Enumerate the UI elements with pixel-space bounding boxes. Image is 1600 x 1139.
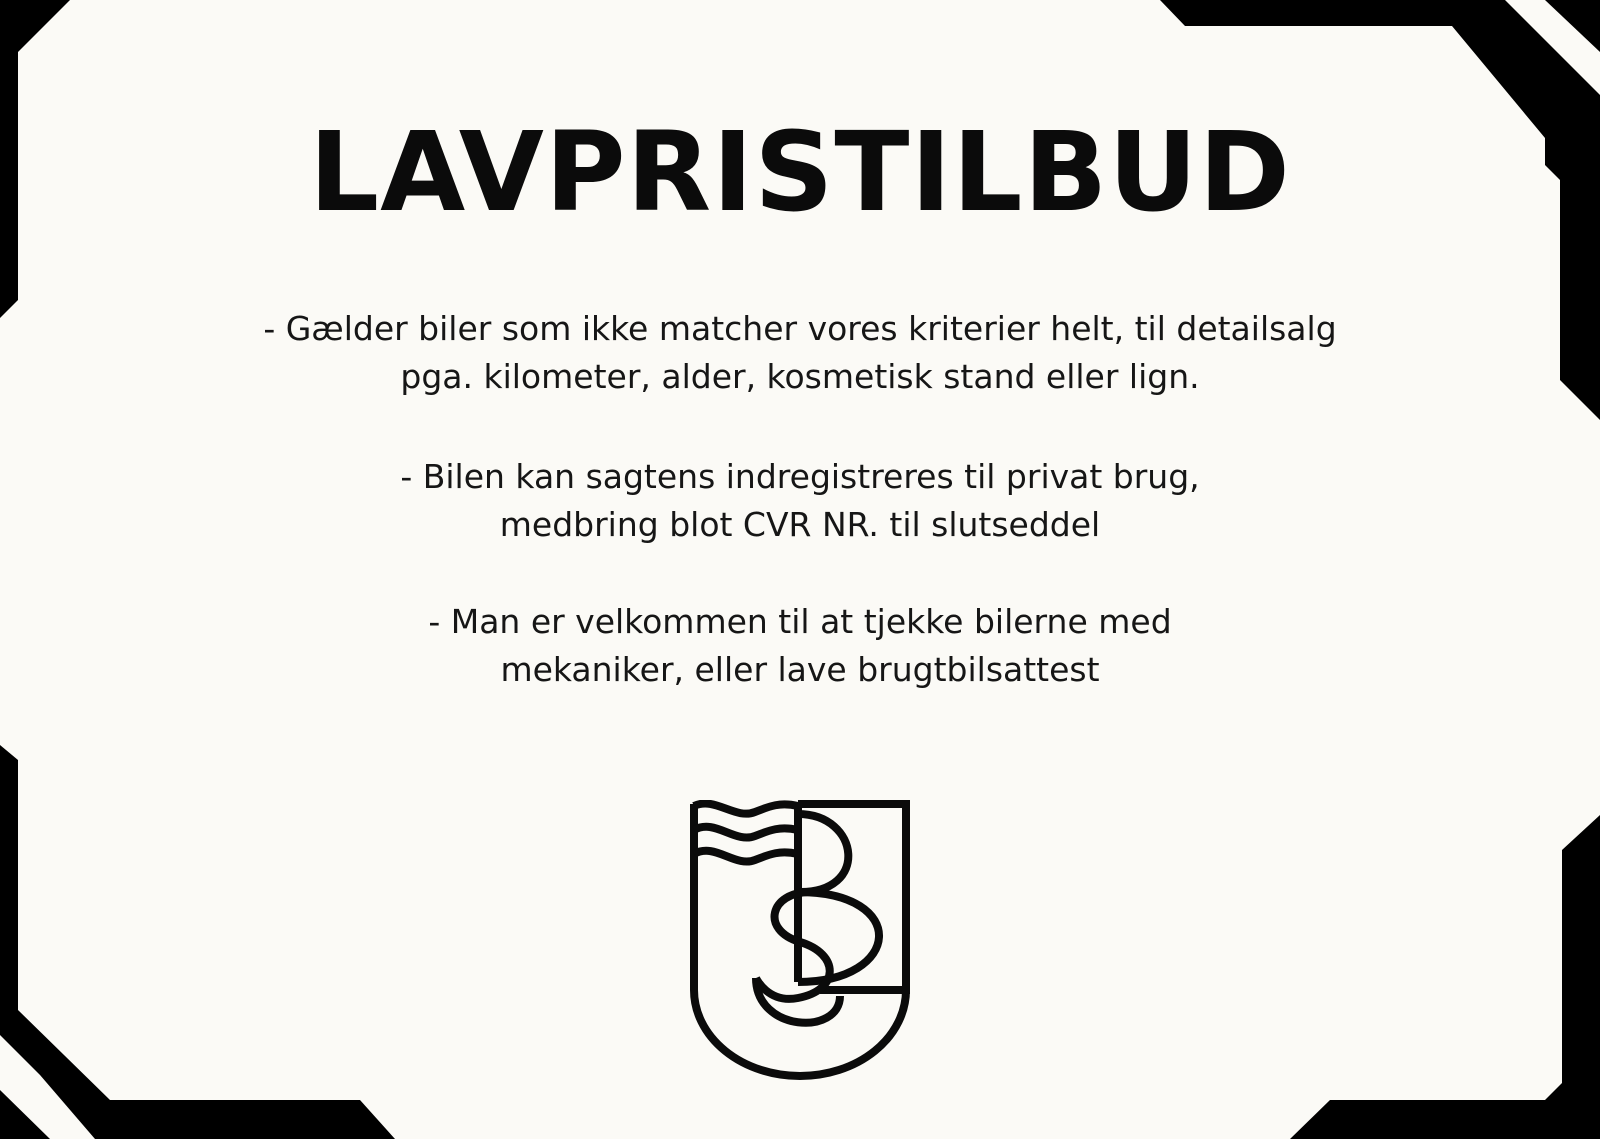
frame-corner-bottom-left: [0, 745, 395, 1139]
paragraph-line: pga. kilometer, alder, kosmetisk stand eller lign.: [400, 357, 1200, 396]
paragraph-registration: [0, 453, 1600, 549]
paragraph-line: mekaniker, eller lave brugtbilsattest: [500, 650, 1100, 689]
paragraph-line: - Man er velkommen til at tjekke bilerne med: [428, 602, 1172, 641]
paragraph-criteria: [0, 305, 1600, 401]
logo-b-upper-bowl: [798, 814, 848, 892]
frame-corner-bottom-right: [1290, 815, 1600, 1139]
page-title: LAVPRISTILBUD: [309, 108, 1291, 236]
logo-wave-2: [694, 827, 798, 838]
logo-wave-3: [694, 851, 798, 862]
logo-b-lower-bowl: [798, 892, 879, 982]
frame-stripe-top-right: [1545, 0, 1600, 52]
paragraph-line: - Bilen kan sagtens indregistreres til privat brug,: [400, 457, 1200, 496]
paragraph-line: - Gælder biler som ikke matcher vores kriterier helt, til detailsalg: [263, 309, 1337, 348]
logo-b-frame: [798, 804, 906, 990]
paragraph-line: medbring blot CVR NR. til slutseddel: [499, 505, 1101, 544]
sb-monogram-shield-logo: [690, 800, 910, 1080]
paragraph-inspection: [0, 598, 1600, 694]
logo-wave-1: [694, 804, 798, 814]
